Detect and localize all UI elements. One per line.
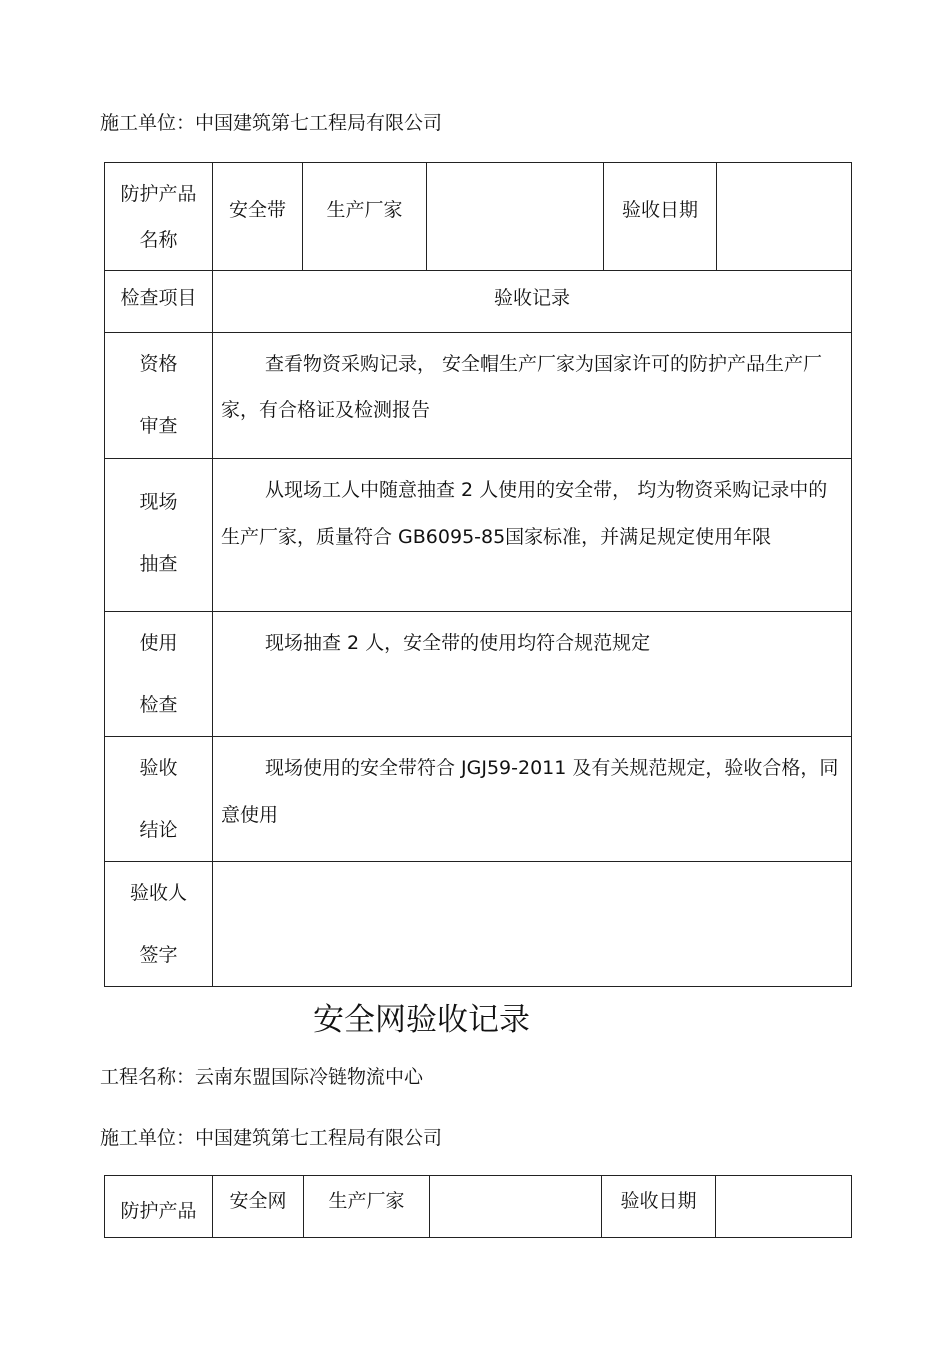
- construction-unit-line-2: 施工单位：中国建筑第七工程局有限公司: [100, 1127, 443, 1149]
- acceptance-date-value: [717, 163, 852, 271]
- row-label-signature: 验收人 签字: [105, 862, 213, 987]
- row-text-usage-check: 现场抽查 2 人，安全带的使用均符合规范规定: [213, 612, 852, 737]
- row-label-qualification: 资格 审查: [105, 333, 213, 459]
- product-name-value-2: 安全网: [213, 1176, 304, 1238]
- safety-net-acceptance-table: [104, 1175, 852, 1238]
- manufacturer-label: 生产厂家: [303, 163, 427, 271]
- manufacturer-label-2: 生产厂家: [304, 1176, 430, 1238]
- acceptance-date-label: 验收日期: [604, 163, 717, 271]
- row-label-conclusion: 验收 结论: [105, 737, 213, 862]
- product-name-value: 安全带: [213, 163, 303, 271]
- row-text-qualification: 查看物资采购记录， 安全帽生产厂家为国家许可的防护产品生产厂家，有合格证及检测报告: [213, 333, 852, 459]
- construction-unit-line: 施工单位：中国建筑第七工程局有限公司: [100, 112, 443, 134]
- row-label-spot-check: 现场 抽查: [105, 459, 213, 612]
- row-text-conclusion: 现场使用的安全带符合 JGJ59-2011 及有关规范规定，验收合格，同意使用: [213, 737, 852, 862]
- acceptance-date-value-2: [716, 1176, 852, 1238]
- row-label-usage-check: 使用 检查: [105, 612, 213, 737]
- project-name-line: 工程名称：云南东盟国际冷链物流中心: [100, 1066, 424, 1088]
- safety-belt-acceptance-table: [104, 162, 852, 987]
- acceptance-date-label-2: 验收日期: [602, 1176, 716, 1238]
- product-name-label: 防护产品 名称: [105, 163, 213, 271]
- acceptance-record-header: 验收记录: [213, 271, 852, 333]
- row-text-signature: [213, 862, 852, 987]
- safety-net-record-title: 安全网验收记录: [313, 1002, 530, 1038]
- product-name-label-2: 防护产品: [105, 1176, 213, 1238]
- inspection-item-header: 检查项目: [105, 271, 213, 333]
- row-text-spot-check: 从现场工人中随意抽查 2 人使用的安全带， 均为物资采购记录中的生产厂家，质量符合 GB6095-85国家标准，并满足规定使用年限: [213, 459, 852, 612]
- manufacturer-value: [427, 163, 604, 271]
- manufacturer-value-2: [430, 1176, 602, 1238]
